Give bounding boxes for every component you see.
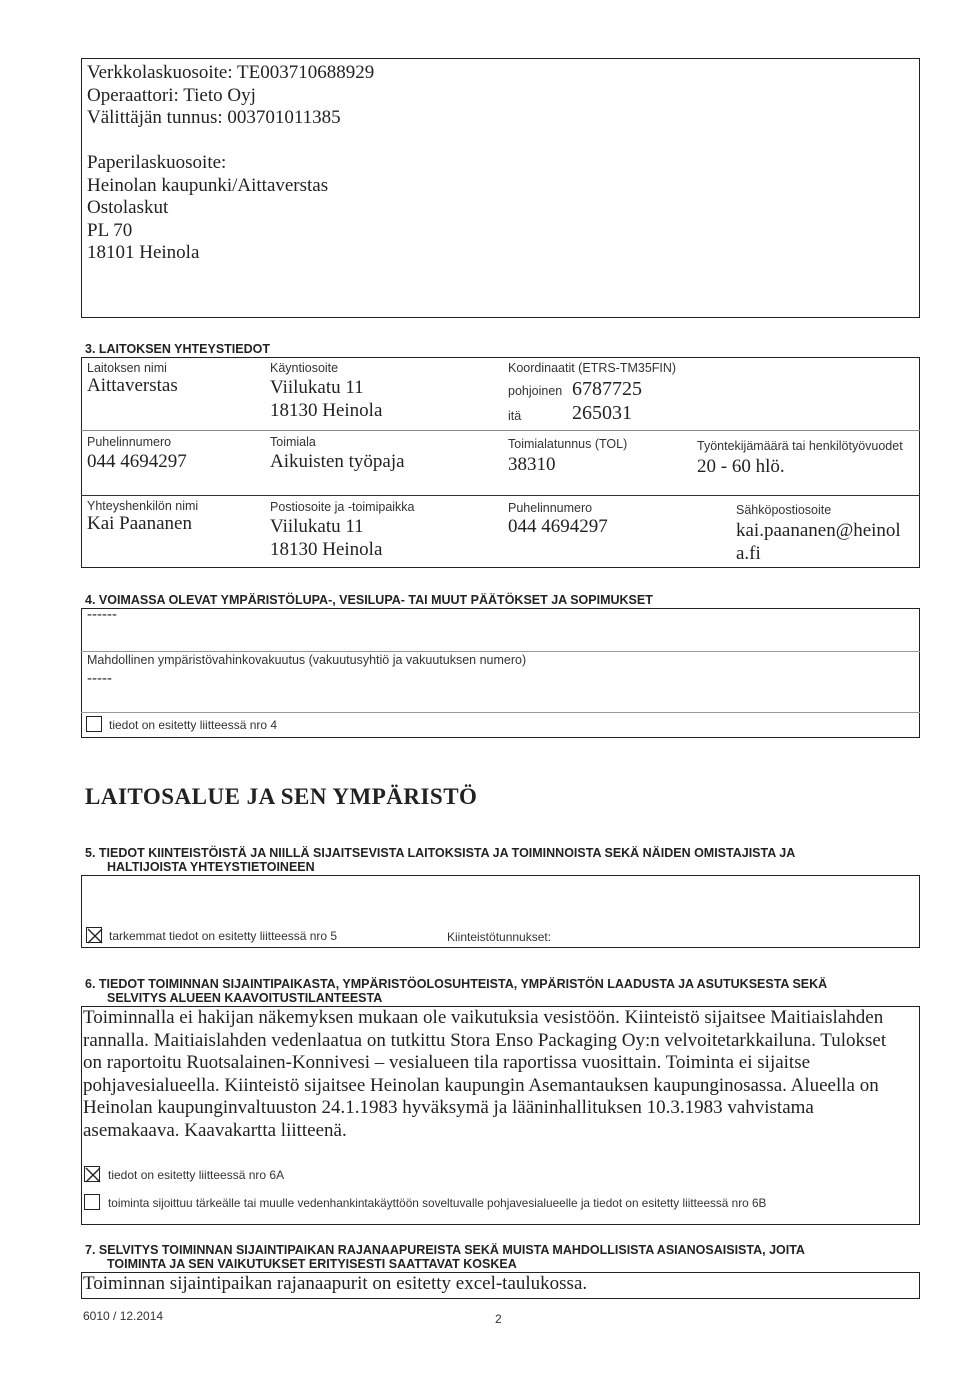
section7-heading-line2: TOIMINTA JA SEN VAIKUTUKSET ERITYISESTI SAATTAVAT KOSKEA: [107, 1257, 517, 1271]
address-line: 18101 Heinola: [87, 242, 200, 263]
section6-heading-line1: 6. TIEDOT TOIMINNAN SIJAINTIPAIKASTA, YMPÄRISTÖOLOSUHTEISTA, YMPÄRISTÖN LAADUSTA JA ASUTUKSESTA SEKÄ: [85, 977, 828, 991]
email-line1: kai.paananen@heinol: [736, 520, 901, 541]
attachment-4-label: tiedot on esitetty liitteessä nro 4: [109, 718, 278, 732]
attachment-4-checkbox[interactable]: [86, 716, 102, 732]
industry-label: Toimiala: [270, 435, 316, 449]
insurance-value: -----: [87, 670, 112, 687]
section7-heading-line1: 7. SELVITYS TOIMINNAN SIJAINTIPAIKAN RAJANAAPUREISTA SEKÄ MUISTA MAHDOLLISISTA ASIANOSAISISTA, JOITA: [85, 1243, 805, 1257]
address-line: PL 70: [87, 219, 133, 241]
contact-phone-value: 044 4694297: [508, 516, 608, 537]
visit-address-label: Käyntiosoite: [270, 361, 339, 375]
form-code: 6010 / 12.2014: [83, 1309, 164, 1323]
main-heading: LAITOSALUE JA SEN YMPÄRISTÖ: [85, 784, 478, 809]
address-line: [87, 130, 374, 153]
address-lines: [87, 62, 374, 265]
contact-name-label: Yhteyshenkilön nimi: [87, 499, 199, 513]
address-line: Välittäjän tunnus: 003701011385: [87, 107, 341, 128]
insurance-label: Mahdollinen ympäristövahinkovakuutus (vakuutusyhtiö ja vakuutuksen numero): [87, 653, 527, 667]
attachment-6a-label: tiedot on esitetty liitteessä nro 6A: [108, 1168, 285, 1182]
visit-address-city: 18130 Heinola: [270, 400, 383, 421]
checkmark-x-icon: [85, 1167, 101, 1183]
north-value: 6787725: [572, 378, 642, 400]
section4-value: ------: [87, 606, 117, 623]
employees-value: 20 - 60 hlö.: [697, 456, 785, 477]
section4-divider: [81, 651, 920, 652]
section4-heading: 4. VOIMASSA OLEVAT YMPÄRISTÖLUPA-, VESILUPA- TAI MUUT PÄÄTÖKSET JA SOPIMUKSET: [85, 593, 653, 607]
phone-label: Puhelinnumero: [87, 435, 172, 449]
section6-text-line: Heinolan kaupunginvaltuuston 24.1.1983 hyväksymä ja lääninhallituksen 10.3.1983 vahvistama: [83, 1097, 814, 1119]
section3-divider: [81, 430, 920, 431]
section6-text-line: asemakaava. Kaavakartta liitteenä.: [83, 1119, 347, 1141]
section6-text-line: rannalla. Maitiaislahden vedenlaatua on tutkittu Stora Enso Packaging Oy:n velvoitetarkkailuna. Tulokset: [83, 1029, 887, 1051]
section6-text-line: Toiminnalla ei hakijan näkemyksen mukaan ole vaikutuksia vesistöön. Kiinteistö sijaitsee Maitiaislahden: [83, 1007, 884, 1028]
section5-heading-line2: HALTIJOISTA YHTEYSTIETOINEEN: [107, 860, 315, 874]
attachment-5-label: tarkemmat tiedot on esitetty liitteessä nro 5: [109, 929, 338, 943]
postal-address-label: Postiosoite ja -toimipaikka: [270, 500, 415, 514]
page-number: 2: [495, 1312, 502, 1326]
address-line: Ostolaskut: [87, 197, 169, 218]
email-label: Sähköpostiosoite: [736, 503, 832, 517]
postal-street: Viilukatu 11: [270, 516, 364, 537]
section6-heading-line2: SELVITYS ALUEEN KAAVOITUSTILANTEESTA: [107, 991, 383, 1005]
section6-text-line: on raportoitu Ruotsalainen-Konnivesi – vesialueen tila raportissa vuosittain. Toiminta ei sijaitse: [83, 1052, 811, 1074]
industry-code-label: Toimialatunnus (TOL): [508, 437, 628, 451]
facility-name-label: Laitoksen nimi: [87, 361, 167, 375]
section6-text: [83, 1007, 917, 1143]
industry-value: Aikuisten työpaja: [270, 451, 405, 472]
address-line: Paperilaskuosoite:: [87, 152, 227, 173]
contact-name-value: Kai Paananen: [87, 513, 192, 534]
employees-label: Työntekijämäärä tai henkilötyövuodet: [697, 439, 903, 453]
email-line2: a.fi: [736, 543, 761, 564]
section3-divider: [81, 495, 920, 496]
north-label: pohjoinen: [508, 384, 563, 398]
attachment-6b-checkbox[interactable]: [84, 1194, 100, 1210]
facility-name: Aittaverstas: [87, 375, 178, 396]
checkmark-x-icon: [87, 928, 103, 944]
address-line: Verkkolaskuosoite: TE003710688929: [87, 62, 375, 83]
section5-heading-line1: 5. TIEDOT KIINTEISTÖISTÄ JA NIILLÄ SIJAITSEVISTA LAITOKSISTA JA TOIMINNOISTA SEKÄ NÄIDEN OMISTAJISTA JA: [85, 846, 796, 860]
attachment-6a-checkbox[interactable]: [84, 1166, 100, 1182]
visit-address-street: Viilukatu 11: [270, 377, 364, 398]
address-line: Heinolan kaupunki/Aittaverstas: [87, 174, 329, 196]
phone-value: 044 4694297: [87, 451, 187, 472]
section3-heading: 3. LAITOKSEN YHTEYSTIEDOT: [85, 342, 270, 356]
east-label: itä: [508, 409, 522, 423]
section6-text-line: pohjavesialueella. Kiinteistö sijaitsee Heinolan kaupungin Asemantauksen kaupunginosassa. Alueella on: [83, 1074, 879, 1096]
east-value: 265031: [572, 402, 632, 424]
postal-city: 18130 Heinola: [270, 539, 383, 560]
contact-phone-label: Puhelinnumero: [508, 501, 593, 515]
section4-divider: [81, 712, 920, 713]
attachment-6b-label: toiminta sijoittuu tärkeälle tai muulle vedenhankintakäyttöön soveltuvalle pohjavesialueelle ja tiedot on esitetty liitteessä nro 6B: [108, 1196, 767, 1210]
coordinates-label: Koordinaatit (ETRS-TM35FIN): [508, 361, 677, 375]
industry-code-value: 38310: [508, 454, 556, 475]
section7-text: Toiminnan sijaintipaikan rajanaapurit on esitetty excel-taulukossa.: [83, 1273, 588, 1294]
address-line: Operaattori: Tieto Oyj: [87, 84, 256, 106]
attachment-5-checkbox[interactable]: [86, 927, 102, 943]
property-ids-label: Kiinteistötunnukset:: [447, 930, 552, 944]
